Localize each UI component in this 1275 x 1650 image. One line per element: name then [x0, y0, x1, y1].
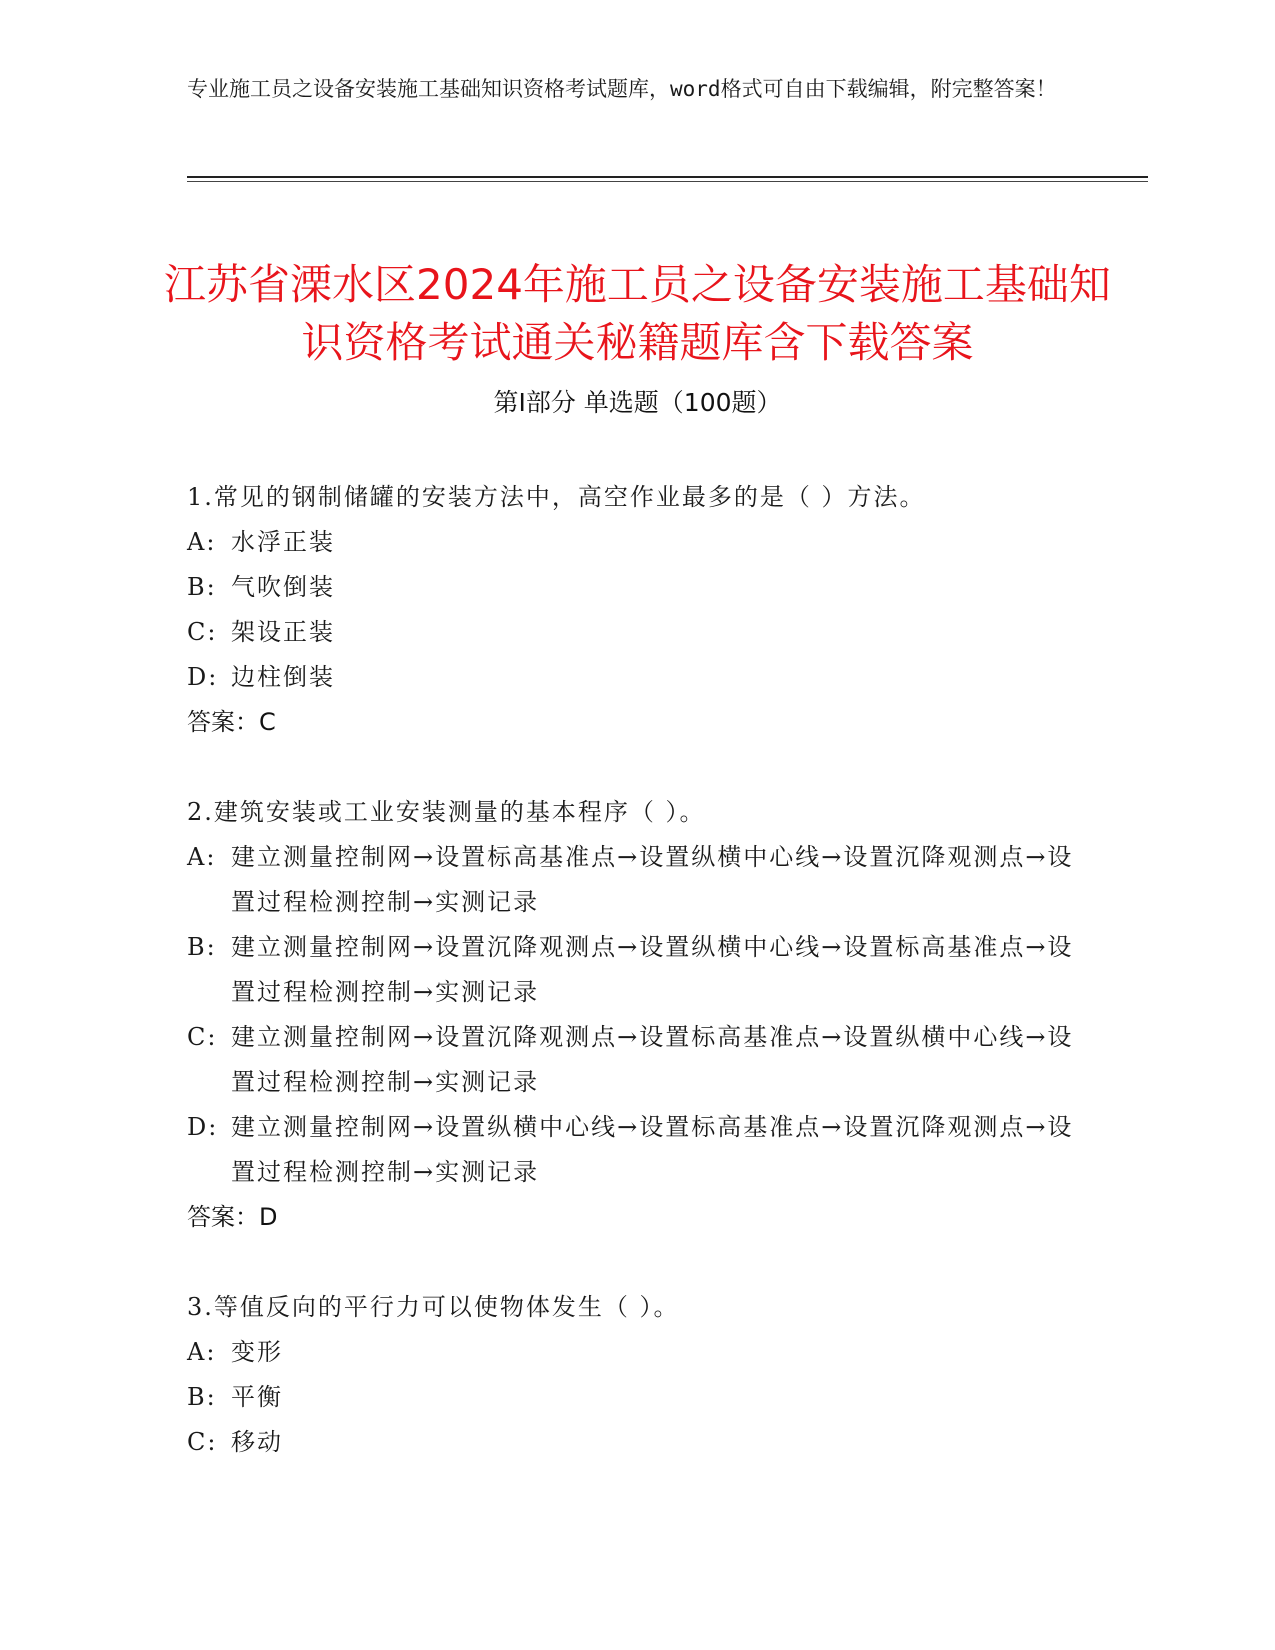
option-letter: A:: [187, 843, 217, 871]
option-letter: B:: [187, 1383, 217, 1411]
option-letter: C:: [187, 1428, 218, 1456]
header-divider-thick: [187, 176, 1148, 178]
option-text: 边柱倒装: [231, 663, 335, 691]
option-c: [187, 1015, 1087, 1105]
option-a: [187, 520, 1087, 565]
question-3: [187, 1285, 1087, 1465]
option-text: 气吹倒装: [231, 573, 335, 601]
option-letter: C:: [187, 618, 218, 646]
option-letter: D:: [187, 1113, 219, 1141]
option-text: 建立测量控制网→设置标高基准点→设置纵横中心线→设置沉降观测点→设置过程检测控制→实测记录: [231, 843, 1074, 916]
option-text: 水浮正装: [231, 528, 335, 556]
option-d: [187, 1105, 1087, 1195]
option-letter: B:: [187, 933, 217, 961]
option-letter: B:: [187, 573, 217, 601]
option-text: 建立测量控制网→设置沉降观测点→设置纵横中心线→设置标高基准点→设置过程检测控制→实测记录: [231, 933, 1074, 1006]
option-c: [187, 610, 1087, 655]
option-a: [187, 1330, 1087, 1375]
question-stem: 1.常见的钢制储罐的安装方法中，高空作业最多的是（ ）方法。: [187, 483, 926, 511]
question-1: [187, 475, 1087, 745]
header-note: 专业施工员之设备安装施工基础知识资格考试题库，word格式可自由下载编辑，附完整答案！: [187, 77, 1057, 101]
question-stem: 2.建筑安装或工业安装测量的基本程序（ ）。: [187, 798, 706, 826]
question-list: [187, 475, 1087, 1510]
question-stem: 3.等值反向的平行力可以使物体发生（ ）。: [187, 1293, 680, 1321]
option-letter: D:: [187, 663, 219, 691]
header-divider-thin: [187, 181, 1148, 182]
option-text: 建立测量控制网→设置沉降观测点→设置标高基准点→设置纵横中心线→设置过程检测控制→实测记录: [231, 1023, 1074, 1096]
option-letter: C:: [187, 1023, 218, 1051]
section-title: 第I部分 单选题（100题）: [493, 388, 782, 417]
option-text: 移动: [231, 1428, 283, 1456]
option-d: [187, 655, 1087, 700]
option-b: [187, 925, 1087, 1015]
question-2: [187, 790, 1087, 1240]
option-text: 变形: [231, 1338, 283, 1366]
option-a: [187, 835, 1087, 925]
document-title: 江苏省溧水区2024年施工员之设备安装施工基础知识资格考试通关秘籍题库含下载答案: [164, 260, 1111, 368]
answer: 答案：C: [187, 708, 276, 736]
answer: 答案：D: [187, 1203, 278, 1231]
option-letter: A:: [187, 528, 217, 556]
option-letter: A:: [187, 1338, 217, 1366]
option-b: [187, 1375, 1087, 1420]
option-text: 架设正装: [231, 618, 335, 646]
option-text: 建立测量控制网→设置纵横中心线→设置标高基准点→设置沉降观测点→设置过程检测控制→实测记录: [231, 1113, 1074, 1186]
option-c: [187, 1420, 1087, 1465]
option-text: 平衡: [231, 1383, 283, 1411]
option-b: [187, 565, 1087, 610]
